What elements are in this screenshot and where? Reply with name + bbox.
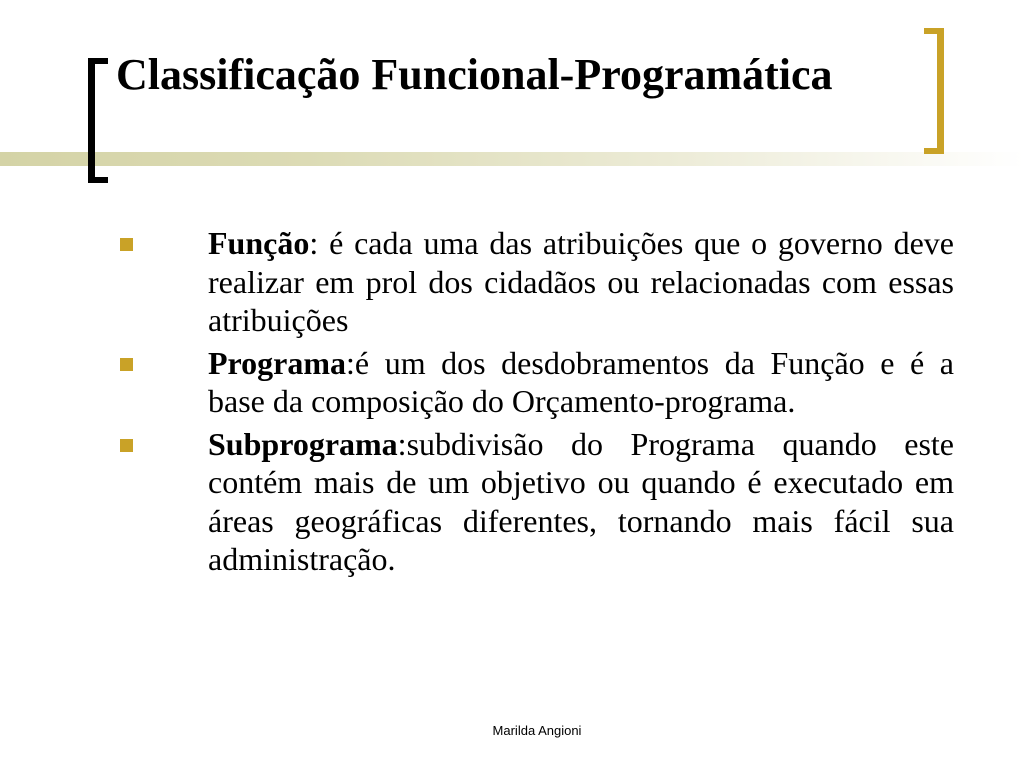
slide-footer-author: Marilda Angioni xyxy=(492,723,582,738)
item-description: subdivisão do Programa quando este contém mais de um objetivo ou quando é executado em áreas geográficas diferentes, tornando mais fácil sua administração. xyxy=(208,425,954,577)
item-separator: : xyxy=(397,425,407,462)
item-term: Subprograma xyxy=(208,425,398,462)
item-text xyxy=(208,344,954,421)
item-description: é um dos desdobramentos da Função e é a base da composição do Orçamento-programa. xyxy=(208,344,954,419)
item-term: Programa xyxy=(208,344,347,381)
left-bracket-decoration xyxy=(88,58,108,183)
item-term: Função xyxy=(208,225,310,261)
bullet-list xyxy=(118,224,954,583)
item-description: é cada uma das atribuições que o governo deve realizar em prol dos cidadãos ou relacionadas com essas atribuições xyxy=(208,225,955,338)
item-text xyxy=(208,425,954,579)
item-separator: : xyxy=(309,225,330,261)
item-text xyxy=(208,224,954,340)
right-bracket-decoration xyxy=(924,28,944,154)
slide-title: Classificação Funcional-Programática xyxy=(116,50,833,99)
item-separator: : xyxy=(346,344,355,381)
bullet-square-icon xyxy=(118,425,208,465)
list-item-programa xyxy=(118,344,954,421)
bullet-square-icon xyxy=(118,224,208,264)
list-item-subprograma xyxy=(118,425,954,579)
list-item-funcao xyxy=(118,224,954,340)
bullet-square-icon xyxy=(118,344,208,384)
decorative-band xyxy=(0,152,1024,166)
